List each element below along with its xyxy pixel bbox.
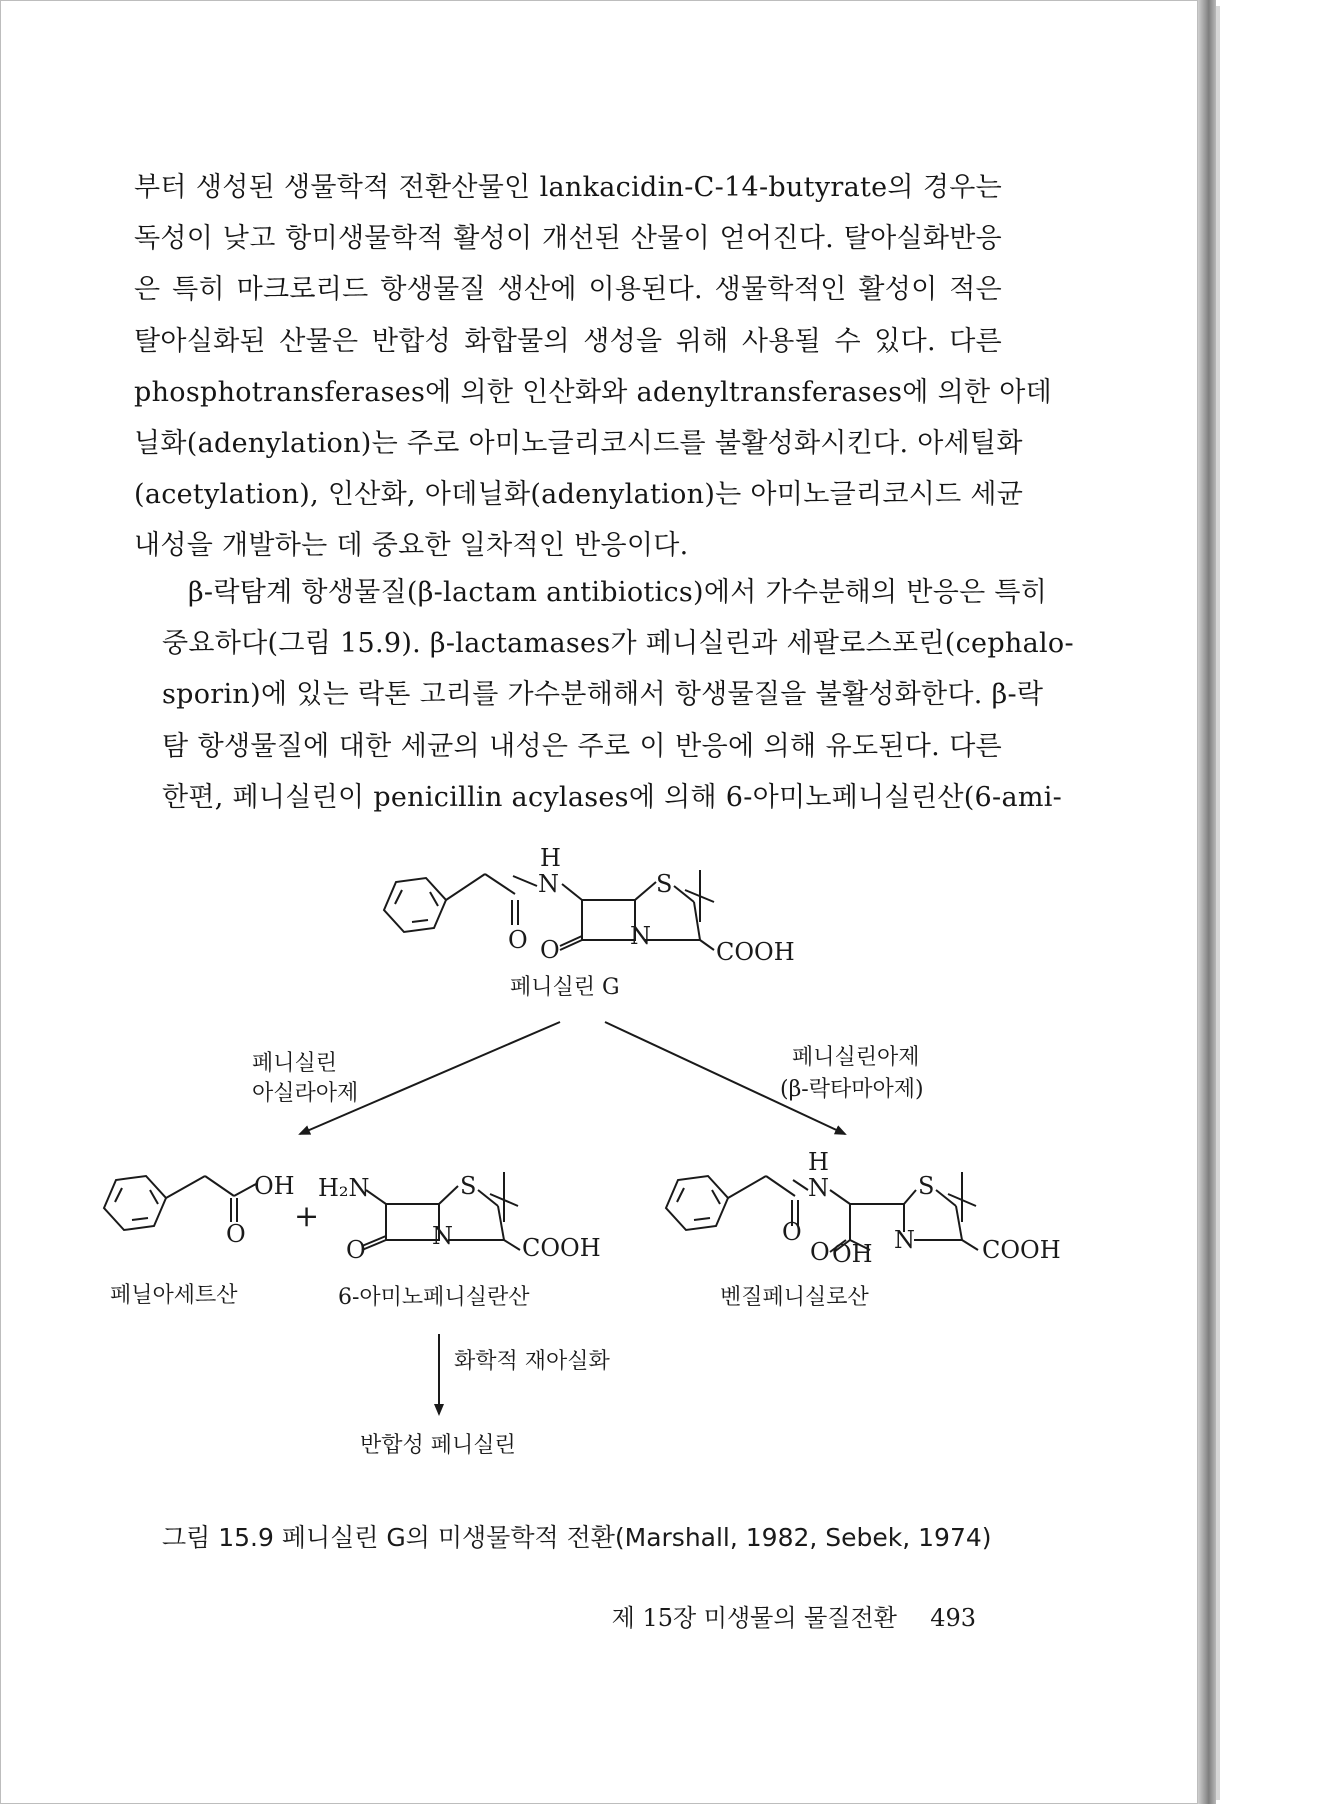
atom-h: H xyxy=(808,1148,829,1176)
atom-oh: OH xyxy=(254,1172,295,1200)
atom-cooh: COOH xyxy=(716,938,795,966)
atom-n: N xyxy=(630,922,651,950)
chapter-title: 제 15장 미생물의 물질전환 xyxy=(611,1604,897,1632)
text-line: 독성이 낮고 항미생물학적 활성이 개선된 산물이 얻어진다. 탈아실화반응 xyxy=(134,223,1002,255)
plus-sign: + xyxy=(294,1199,320,1234)
text-line: (acetylation), 인산화, 아데닐화(adenylation)는 아미노글리코시드 세균 xyxy=(134,479,1024,511)
atom-h: H xyxy=(540,844,561,872)
figure-caption: 그림 15.9 페니실린 G의 미생물학적 전환(Marshall, 1982, Sebek, 1974) xyxy=(162,1523,992,1552)
label-phenylacetic-acid: 페닐아세트산 xyxy=(110,1283,238,1308)
atom-n: N xyxy=(894,1226,915,1254)
atom-oh: OH xyxy=(832,1240,873,1268)
label-benzylpenicilloic-acid: 벤질페니실로산 xyxy=(720,1285,869,1310)
label-left-enzyme-line2: 아실라아제 xyxy=(252,1081,359,1106)
page-footer xyxy=(596,1598,976,1633)
text-line: sporin)에 있는 락톤 고리를 가수분해해서 항생물질을 불활성화한다. β-락 xyxy=(162,679,1044,711)
atom-cooh: COOH xyxy=(522,1234,601,1262)
label-penicillin-g: 페니실린 G xyxy=(510,975,620,1000)
atom-cooh: COOH xyxy=(982,1236,1061,1264)
atom-o: O xyxy=(782,1218,802,1246)
text-line: β-락탐계 항생물질(β-lactam antibiotics)에서 가수분해의 반응은 특히 xyxy=(188,577,1048,608)
atom-h2n: H₂N xyxy=(318,1174,370,1202)
page-shadow xyxy=(1216,6,1220,1800)
page-stack-edge xyxy=(1198,0,1216,1804)
label-right-enzyme-line2: (β-락타마아제) xyxy=(780,1077,924,1102)
text-line: 한편, 페니실린이 penicillin acylases에 의해 6-아미노페니실린산(6-ami- xyxy=(162,781,1063,813)
text-line: 중요하다(그림 15.9). β-lactamases가 페니실린과 세팔로스포린(cephalo- xyxy=(162,628,1074,660)
text-line: phosphotransferases에 의한 인산화와 adenyltransferases에 의한 아데 xyxy=(134,376,1052,408)
text-line: 탐 항생물질에 대한 세균의 내성은 주로 이 반응에 의해 유도된다. 다른 xyxy=(162,730,1002,762)
atom-o: O xyxy=(226,1220,246,1248)
label-6-apa: 6-아미노페니실란산 xyxy=(338,1285,530,1310)
atom-n: N xyxy=(432,1222,453,1250)
text-line: 탈아실화된 산물은 반합성 화합물의 생성을 위해 사용될 수 있다. 다른 xyxy=(134,325,1002,357)
label-semisynthetic-penicillin: 반합성 페니실린 xyxy=(360,1433,516,1458)
atom-o: O xyxy=(810,1238,830,1266)
text-line: 닐화(adenylation)는 주로 아미노글리코시드를 불활성화시킨다. 아세틸화 xyxy=(134,427,1023,459)
atom-n: N xyxy=(808,1174,829,1202)
label-right-enzyme-line1: 페니실린아제 xyxy=(792,1045,920,1070)
atom-s: S xyxy=(918,1172,935,1200)
atom-n: N xyxy=(538,870,559,898)
atom-o: O xyxy=(508,926,528,954)
text-line: 내성을 개발하는 데 중요한 일차적인 반응이다. xyxy=(134,530,689,562)
atom-o: O xyxy=(346,1236,366,1264)
atom-o: O xyxy=(540,936,560,964)
atom-s: S xyxy=(656,870,673,898)
arrow-to-acylase-products xyxy=(300,1022,560,1134)
text-line: 은 특히 마크로리드 항생물질 생산에 이용된다. 생물학적인 활성이 적은 xyxy=(134,274,1002,306)
label-reacylation: 화학적 재아실화 xyxy=(454,1349,610,1374)
label-left-enzyme-line1: 페니실린 xyxy=(252,1051,338,1076)
text-line: 부터 생성된 생물학적 전환산물인 lankacidin-C-14-butyrate의 경우는 xyxy=(134,172,1002,203)
atom-s: S xyxy=(460,1172,477,1200)
page-number: 493 xyxy=(930,1604,976,1632)
